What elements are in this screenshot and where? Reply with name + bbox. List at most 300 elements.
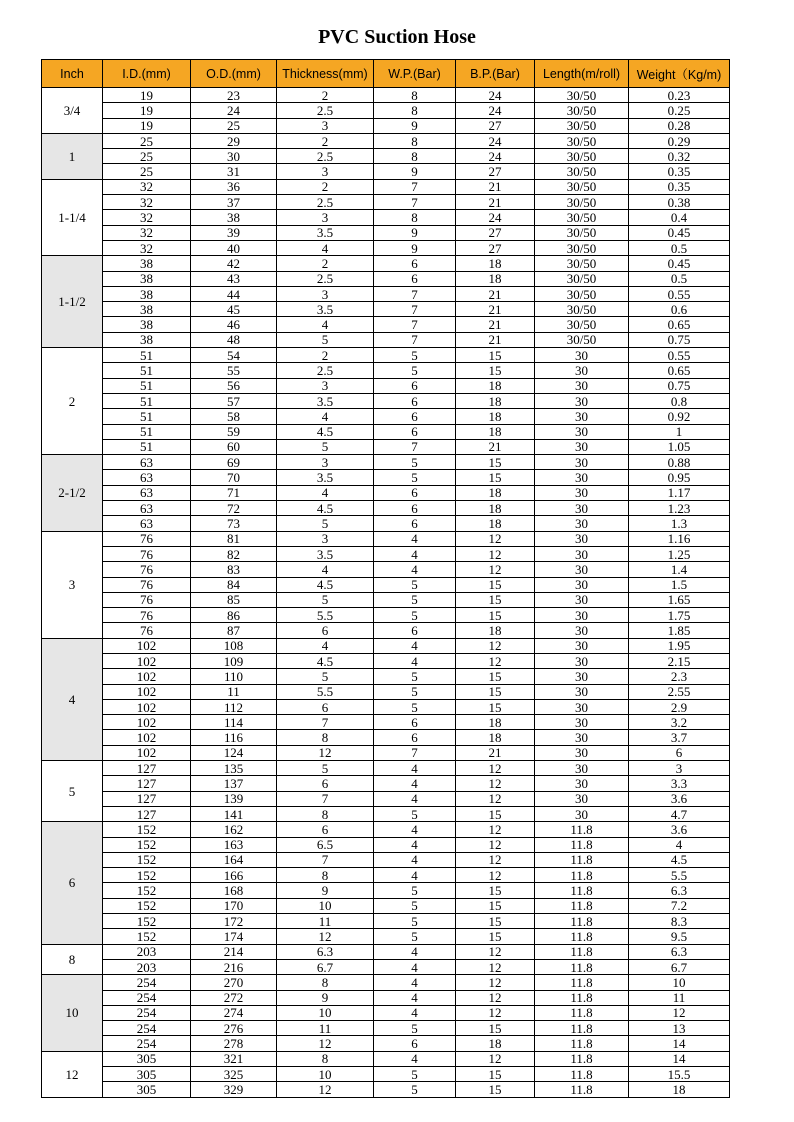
od-cell: 82: [191, 546, 277, 561]
weight-cell: 0.65: [629, 317, 730, 332]
table-row: [42, 929, 730, 944]
inch-size-cell: 1: [42, 133, 103, 179]
od-cell: 30: [191, 149, 277, 164]
id-cell: 152: [103, 837, 191, 852]
thickness-cell: 5: [277, 592, 374, 607]
weight-cell: 2.3: [629, 669, 730, 684]
table-row: [42, 653, 730, 668]
bp-cell: 12: [456, 975, 535, 990]
bp-cell: 21: [456, 179, 535, 194]
id-cell: 32: [103, 179, 191, 194]
id-cell: 152: [103, 929, 191, 944]
od-cell: 29: [191, 133, 277, 148]
bp-cell: 24: [456, 210, 535, 225]
id-cell: 25: [103, 164, 191, 179]
od-cell: 139: [191, 791, 277, 806]
od-cell: 11: [191, 684, 277, 699]
table-row: [42, 286, 730, 301]
inch-size-cell: 1-1/2: [42, 256, 103, 348]
id-cell: 32: [103, 195, 191, 210]
wp-cell: 5: [374, 608, 456, 623]
wp-cell: 5: [374, 914, 456, 929]
length-cell: 30: [535, 424, 629, 439]
thickness-cell: 3: [277, 210, 374, 225]
thickness-cell: 5: [277, 669, 374, 684]
bp-cell: 12: [456, 638, 535, 653]
od-cell: 170: [191, 898, 277, 913]
length-cell: 30: [535, 776, 629, 791]
od-cell: 85: [191, 592, 277, 607]
thickness-cell: 8: [277, 868, 374, 883]
thickness-cell: 6.5: [277, 837, 374, 852]
wp-cell: 6: [374, 378, 456, 393]
weight-cell: 0.45: [629, 256, 730, 271]
weight-cell: 0.75: [629, 378, 730, 393]
table-row: [42, 531, 730, 546]
od-cell: 46: [191, 317, 277, 332]
bp-cell: 15: [456, 1067, 535, 1082]
bp-cell: 12: [456, 546, 535, 561]
bp-cell: 21: [456, 195, 535, 210]
wp-cell: 5: [374, 684, 456, 699]
table-row: [42, 470, 730, 485]
id-cell: 25: [103, 133, 191, 148]
bp-cell: 12: [456, 1051, 535, 1066]
table-row: [42, 332, 730, 347]
bp-cell: 18: [456, 516, 535, 531]
id-cell: 63: [103, 516, 191, 531]
table-row: [42, 822, 730, 837]
thickness-cell: 2: [277, 348, 374, 363]
table-row: [42, 455, 730, 470]
bp-cell: 18: [456, 409, 535, 424]
table-row: [42, 302, 730, 317]
id-cell: 63: [103, 470, 191, 485]
table-row: [42, 852, 730, 867]
thickness-cell: 5: [277, 332, 374, 347]
weight-cell: 3: [629, 761, 730, 776]
thickness-cell: 3.5: [277, 546, 374, 561]
header-od: O.D.(mm): [191, 60, 277, 88]
bp-cell: 15: [456, 684, 535, 699]
wp-cell: 6: [374, 715, 456, 730]
thickness-cell: 6.7: [277, 959, 374, 974]
weight-cell: 18: [629, 1082, 730, 1097]
table-row: [42, 806, 730, 821]
weight-cell: 0.25: [629, 103, 730, 118]
thickness-cell: 12: [277, 1082, 374, 1097]
od-cell: 329: [191, 1082, 277, 1097]
id-cell: 25: [103, 149, 191, 164]
thickness-cell: 9: [277, 990, 374, 1005]
length-cell: 30: [535, 730, 629, 745]
od-cell: 37: [191, 195, 277, 210]
thickness-cell: 3: [277, 455, 374, 470]
inch-size-cell: 12: [42, 1051, 103, 1097]
table-row: [42, 990, 730, 1005]
length-cell: 30: [535, 378, 629, 393]
id-cell: 254: [103, 1005, 191, 1020]
thickness-cell: 6: [277, 699, 374, 714]
length-cell: 30: [535, 577, 629, 592]
length-cell: 30/50: [535, 118, 629, 133]
weight-cell: 0.35: [629, 164, 730, 179]
id-cell: 38: [103, 302, 191, 317]
header-bp: B.P.(Bar): [456, 60, 535, 88]
bp-cell: 18: [456, 1036, 535, 1051]
length-cell: 30/50: [535, 210, 629, 225]
thickness-cell: 7: [277, 791, 374, 806]
wp-cell: 6: [374, 393, 456, 408]
thickness-cell: 4.5: [277, 653, 374, 668]
thickness-cell: 5.5: [277, 608, 374, 623]
od-cell: 39: [191, 225, 277, 240]
thickness-cell: 2.5: [277, 271, 374, 286]
length-cell: 11.8: [535, 990, 629, 1005]
od-cell: 83: [191, 562, 277, 577]
wp-cell: 7: [374, 439, 456, 454]
id-cell: 152: [103, 822, 191, 837]
length-cell: 30: [535, 761, 629, 776]
weight-cell: 0.8: [629, 393, 730, 408]
header-weight: Weight（Kg/m): [629, 60, 730, 88]
thickness-cell: 3: [277, 118, 374, 133]
thickness-cell: 2.5: [277, 149, 374, 164]
table-row: [42, 577, 730, 592]
inch-size-cell: 6: [42, 822, 103, 944]
weight-cell: 5.5: [629, 868, 730, 883]
thickness-cell: 2: [277, 88, 374, 103]
table-body: [42, 88, 730, 1098]
table-row: [42, 623, 730, 638]
length-cell: 30: [535, 393, 629, 408]
bp-cell: 18: [456, 623, 535, 638]
wp-cell: 4: [374, 531, 456, 546]
wp-cell: 6: [374, 730, 456, 745]
id-cell: 305: [103, 1067, 191, 1082]
bp-cell: 12: [456, 791, 535, 806]
length-cell: 30: [535, 363, 629, 378]
weight-cell: 1.16: [629, 531, 730, 546]
weight-cell: 0.35: [629, 179, 730, 194]
thickness-cell: 4: [277, 638, 374, 653]
weight-cell: 7.2: [629, 898, 730, 913]
wp-cell: 7: [374, 332, 456, 347]
weight-cell: 4.5: [629, 852, 730, 867]
length-cell: 30: [535, 348, 629, 363]
id-cell: 76: [103, 577, 191, 592]
wp-cell: 5: [374, 699, 456, 714]
od-cell: 166: [191, 868, 277, 883]
bp-cell: 12: [456, 837, 535, 852]
length-cell: 30/50: [535, 240, 629, 255]
weight-cell: 0.95: [629, 470, 730, 485]
wp-cell: 6: [374, 271, 456, 286]
bp-cell: 12: [456, 776, 535, 791]
wp-cell: 5: [374, 929, 456, 944]
weight-cell: 1.17: [629, 485, 730, 500]
wp-cell: 5: [374, 577, 456, 592]
wp-cell: 6: [374, 1036, 456, 1051]
id-cell: 102: [103, 745, 191, 760]
header-thickness: Thickness(mm): [277, 60, 374, 88]
od-cell: 24: [191, 103, 277, 118]
table-row: [42, 684, 730, 699]
weight-cell: 4: [629, 837, 730, 852]
bp-cell: 15: [456, 592, 535, 607]
thickness-cell: 4.5: [277, 424, 374, 439]
weight-cell: 2.9: [629, 699, 730, 714]
weight-cell: 8.3: [629, 914, 730, 929]
id-cell: 102: [103, 699, 191, 714]
wp-cell: 7: [374, 179, 456, 194]
od-cell: 172: [191, 914, 277, 929]
id-cell: 152: [103, 898, 191, 913]
weight-cell: 2.55: [629, 684, 730, 699]
wp-cell: 6: [374, 516, 456, 531]
thickness-cell: 12: [277, 1036, 374, 1051]
od-cell: 25: [191, 118, 277, 133]
bp-cell: 15: [456, 455, 535, 470]
weight-cell: 0.32: [629, 149, 730, 164]
od-cell: 174: [191, 929, 277, 944]
table-row: [42, 975, 730, 990]
bp-cell: 21: [456, 439, 535, 454]
length-cell: 30: [535, 669, 629, 684]
wp-cell: 9: [374, 118, 456, 133]
weight-cell: 3.7: [629, 730, 730, 745]
bp-cell: 12: [456, 822, 535, 837]
bp-cell: 12: [456, 852, 535, 867]
inch-size-cell: 8: [42, 944, 103, 975]
weight-cell: 3.6: [629, 791, 730, 806]
bp-cell: 18: [456, 715, 535, 730]
id-cell: 305: [103, 1082, 191, 1097]
id-cell: 76: [103, 608, 191, 623]
od-cell: 40: [191, 240, 277, 255]
thickness-cell: 4.5: [277, 501, 374, 516]
id-cell: 152: [103, 914, 191, 929]
wp-cell: 4: [374, 990, 456, 1005]
bp-cell: 15: [456, 608, 535, 623]
table-row: [42, 761, 730, 776]
table-row: [42, 409, 730, 424]
length-cell: 11.8: [535, 1036, 629, 1051]
id-cell: 127: [103, 791, 191, 806]
thickness-cell: 10: [277, 898, 374, 913]
od-cell: 270: [191, 975, 277, 990]
id-cell: 102: [103, 638, 191, 653]
wp-cell: 9: [374, 164, 456, 179]
length-cell: 11.8: [535, 1005, 629, 1020]
page-title: PVC Suction Hose: [318, 26, 476, 48]
od-cell: 164: [191, 852, 277, 867]
weight-cell: 6.3: [629, 883, 730, 898]
wp-cell: 4: [374, 944, 456, 959]
wp-cell: 6: [374, 409, 456, 424]
bp-cell: 15: [456, 1082, 535, 1097]
header-id: I.D.(mm): [103, 60, 191, 88]
wp-cell: 4: [374, 959, 456, 974]
length-cell: 11.8: [535, 852, 629, 867]
thickness-cell: 10: [277, 1067, 374, 1082]
header-length: Length(m/roll): [535, 60, 629, 88]
length-cell: 30/50: [535, 149, 629, 164]
od-cell: 48: [191, 332, 277, 347]
length-cell: 11.8: [535, 929, 629, 944]
bp-cell: 18: [456, 424, 535, 439]
table-row: [42, 164, 730, 179]
length-cell: 30: [535, 608, 629, 623]
weight-cell: 0.29: [629, 133, 730, 148]
id-cell: 51: [103, 409, 191, 424]
inch-size-cell: 3: [42, 531, 103, 638]
wp-cell: 5: [374, 883, 456, 898]
table-row: [42, 715, 730, 730]
length-cell: 11.8: [535, 1067, 629, 1082]
weight-cell: 6.3: [629, 944, 730, 959]
weight-cell: 0.5: [629, 271, 730, 286]
length-cell: 30/50: [535, 164, 629, 179]
od-cell: 59: [191, 424, 277, 439]
id-cell: 203: [103, 944, 191, 959]
length-cell: 30: [535, 638, 629, 653]
thickness-cell: 12: [277, 929, 374, 944]
wp-cell: 7: [374, 286, 456, 301]
length-cell: 30: [535, 531, 629, 546]
wp-cell: 5: [374, 470, 456, 485]
od-cell: 274: [191, 1005, 277, 1020]
table-header-row: [42, 60, 730, 88]
bp-cell: 24: [456, 88, 535, 103]
id-cell: 76: [103, 531, 191, 546]
weight-cell: 1.65: [629, 592, 730, 607]
wp-cell: 9: [374, 225, 456, 240]
weight-cell: 4.7: [629, 806, 730, 821]
table-row: [42, 195, 730, 210]
wp-cell: 8: [374, 103, 456, 118]
id-cell: 102: [103, 684, 191, 699]
weight-cell: 1.05: [629, 439, 730, 454]
wp-cell: 7: [374, 302, 456, 317]
bp-cell: 12: [456, 868, 535, 883]
wp-cell: 5: [374, 592, 456, 607]
wp-cell: 5: [374, 348, 456, 363]
thickness-cell: 3: [277, 286, 374, 301]
wp-cell: 7: [374, 745, 456, 760]
wp-cell: 5: [374, 455, 456, 470]
weight-cell: 0.88: [629, 455, 730, 470]
wp-cell: 4: [374, 562, 456, 577]
id-cell: 38: [103, 332, 191, 347]
wp-cell: 5: [374, 1021, 456, 1036]
bp-cell: 15: [456, 669, 535, 684]
table-row: [42, 959, 730, 974]
weight-cell: 0.55: [629, 348, 730, 363]
thickness-cell: 3: [277, 531, 374, 546]
header-inch: Inch: [42, 60, 103, 88]
weight-cell: 1.75: [629, 608, 730, 623]
weight-cell: 9.5: [629, 929, 730, 944]
bp-cell: 15: [456, 1021, 535, 1036]
id-cell: 254: [103, 990, 191, 1005]
wp-cell: 4: [374, 837, 456, 852]
wp-cell: 8: [374, 88, 456, 103]
thickness-cell: 3.5: [277, 302, 374, 317]
length-cell: 30: [535, 806, 629, 821]
thickness-cell: 9: [277, 883, 374, 898]
length-cell: 30/50: [535, 195, 629, 210]
length-cell: 30: [535, 791, 629, 806]
od-cell: 38: [191, 210, 277, 225]
weight-cell: 0.6: [629, 302, 730, 317]
table-row: [42, 837, 730, 852]
bp-cell: 15: [456, 898, 535, 913]
wp-cell: 4: [374, 852, 456, 867]
length-cell: 30: [535, 592, 629, 607]
id-cell: 254: [103, 1021, 191, 1036]
length-cell: 30/50: [535, 103, 629, 118]
bp-cell: 21: [456, 332, 535, 347]
od-cell: 81: [191, 531, 277, 546]
thickness-cell: 5: [277, 439, 374, 454]
weight-cell: 1.3: [629, 516, 730, 531]
id-cell: 19: [103, 103, 191, 118]
wp-cell: 4: [374, 868, 456, 883]
spec-table: [41, 59, 730, 1098]
table-row: [42, 393, 730, 408]
length-cell: 30/50: [535, 317, 629, 332]
table-row: [42, 149, 730, 164]
od-cell: 276: [191, 1021, 277, 1036]
od-cell: 116: [191, 730, 277, 745]
weight-cell: 15.5: [629, 1067, 730, 1082]
bp-cell: 12: [456, 531, 535, 546]
wp-cell: 6: [374, 424, 456, 439]
weight-cell: 0.75: [629, 332, 730, 347]
weight-cell: 12: [629, 1005, 730, 1020]
wp-cell: 4: [374, 822, 456, 837]
wp-cell: 5: [374, 1082, 456, 1097]
table-row: [42, 1021, 730, 1036]
od-cell: 162: [191, 822, 277, 837]
od-cell: 124: [191, 745, 277, 760]
thickness-cell: 4: [277, 240, 374, 255]
od-cell: 73: [191, 516, 277, 531]
length-cell: 30: [535, 699, 629, 714]
length-cell: 11.8: [535, 883, 629, 898]
thickness-cell: 4: [277, 317, 374, 332]
id-cell: 38: [103, 286, 191, 301]
bp-cell: 21: [456, 317, 535, 332]
length-cell: 30: [535, 684, 629, 699]
table-row: [42, 378, 730, 393]
id-cell: 102: [103, 653, 191, 668]
bp-cell: 21: [456, 286, 535, 301]
od-cell: 141: [191, 806, 277, 821]
table-row: [42, 546, 730, 561]
length-cell: 30/50: [535, 256, 629, 271]
length-cell: 11.8: [535, 975, 629, 990]
id-cell: 76: [103, 562, 191, 577]
inch-size-cell: 5: [42, 761, 103, 822]
od-cell: 42: [191, 256, 277, 271]
length-cell: 30: [535, 516, 629, 531]
bp-cell: 12: [456, 990, 535, 1005]
thickness-cell: 4: [277, 409, 374, 424]
weight-cell: 14: [629, 1051, 730, 1066]
weight-cell: 0.92: [629, 409, 730, 424]
